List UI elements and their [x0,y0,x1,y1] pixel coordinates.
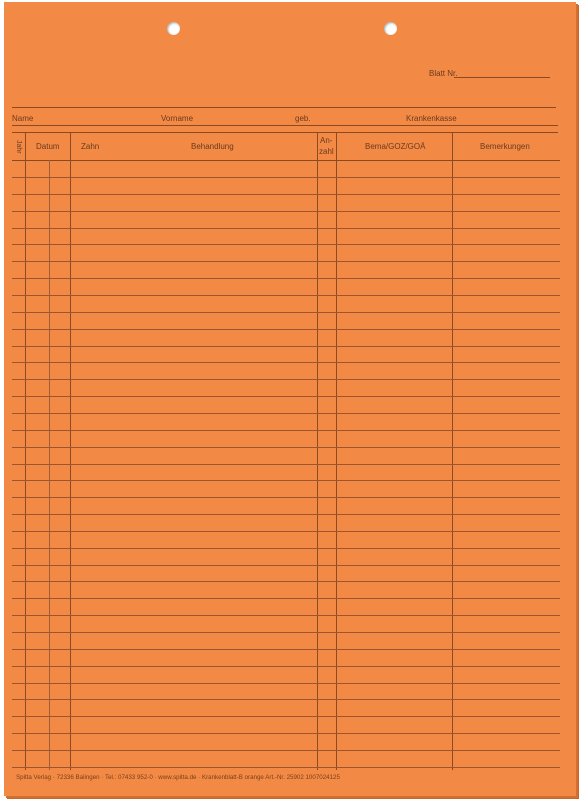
table-row-line [12,413,560,414]
table-row-line [12,716,560,717]
table-rows[interactable] [4,2,576,796]
table-row-line [12,514,560,515]
vorname-label: Vorname [161,114,194,123]
table-row-line [12,464,560,465]
table-row-line [12,396,560,397]
table-row-line [12,581,560,582]
table-row-line [12,430,560,431]
table-row-line [12,244,560,245]
table-row-line [12,750,560,751]
table-row-line [12,177,560,178]
col-header-behandlung: Behandlung [191,142,234,151]
col-header-zahn: Zahn [81,142,100,151]
col-header-jahr: Jahr [15,140,22,154]
table-row-line [12,211,560,212]
table-row-line [12,565,560,566]
table-row-line [12,379,560,380]
col-header-bemerkungen: Bemerkungen [480,142,530,151]
table-row-line [12,261,560,262]
table-row-line [12,480,560,481]
col-header-anzahl-1: An- [320,136,333,145]
table-row-line [12,295,560,296]
table-row-line [12,346,560,347]
table-row-line [12,497,560,498]
record-sheet [4,2,576,796]
table-row-line [12,194,560,195]
table-row-line [12,666,560,667]
table-row-line [12,228,560,229]
table-row-line [12,531,560,532]
name-label: Name [12,114,34,123]
table-row-line [12,767,560,768]
table-row-line [12,447,560,448]
table-row-line [12,649,560,650]
col-header-bema: Bema/GOZ/GOÄ [365,142,426,151]
table-row-line [12,683,560,684]
col-header-anzahl-2: zahl [319,147,334,156]
table-row-line [12,312,560,313]
col-header-datum: Datum [36,142,60,151]
blatt-nr-label: Blatt Nr. [429,69,458,78]
table-row-line [12,598,560,599]
table-row-line [12,615,560,616]
table-row-line [12,362,560,363]
table-row-line [12,329,560,330]
table-row-line [12,548,560,549]
footer-imprint: Spitta Verlag · 72336 Balingen · Tel.: 07433 952-0 · www.spitta.de · Krankenblatt-B orange Art.-Nr. 25902 1007024125 [16,774,340,781]
table-row-line [12,699,560,700]
table-row-line [12,632,560,633]
krankenkasse-label: Krankenkasse [406,114,457,123]
table-row-line [12,278,560,279]
geb-label: geb. [295,114,311,123]
table-row-line [12,733,560,734]
